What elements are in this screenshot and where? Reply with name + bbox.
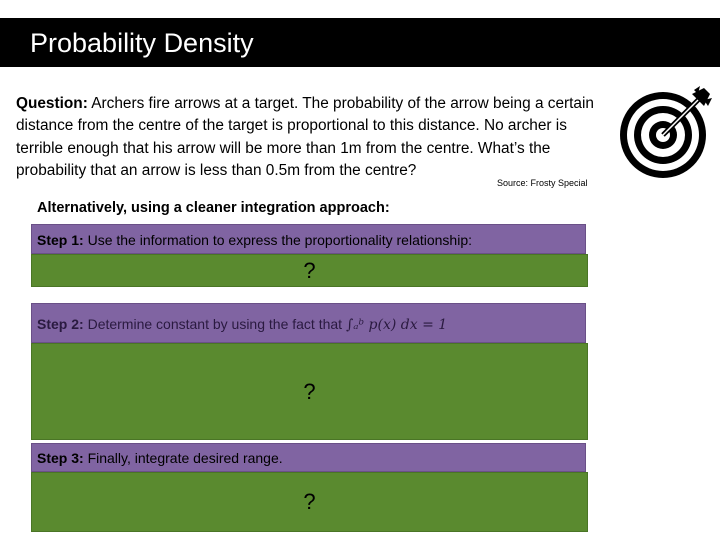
question-label: Question:	[16, 95, 88, 112]
step-2-header	[31, 303, 586, 343]
dartboard-target-icon	[618, 84, 712, 180]
step-2-text: Determine constant by using the fact that	[83, 316, 346, 332]
step-1-label: Step 1:	[37, 232, 84, 248]
step-2-answer-box[interactable]	[31, 343, 588, 440]
source-note: Source: Frosty Special	[497, 178, 588, 188]
step-1-answer-box[interactable]	[31, 254, 588, 287]
question-paragraph	[16, 93, 616, 182]
step-3-label: Step 3:	[37, 450, 84, 466]
step-3-text: Finally, integrate desired range.	[83, 450, 283, 466]
question-text: Archers fire arrows at a target. The probability of the arrow being a certain distance from the centre of the target is proportional to this distance. No archer is terrible enough that his arrow will be more than 1m from the centre. What’s the probability that an arrow is less than 0.5m from the centre?	[16, 95, 594, 179]
step-1-header	[31, 224, 586, 254]
step-3-answer: ?	[303, 489, 316, 514]
step-2-answer: ?	[303, 378, 316, 404]
alternative-heading: Alternatively, using a cleaner integration approach:	[37, 200, 390, 216]
step-2-formula: ∫ₐᵇ p(x) dx = 1	[345, 317, 448, 333]
step-2-label: Step 2:	[37, 316, 84, 332]
slide-title: Probability Density	[30, 28, 254, 58]
step-3-header	[31, 443, 586, 472]
step-1-text: Use the information to express the proportionality relationship:	[83, 232, 473, 248]
step-3-answer-box[interactable]	[31, 472, 588, 532]
step-1-answer: ?	[303, 257, 316, 283]
